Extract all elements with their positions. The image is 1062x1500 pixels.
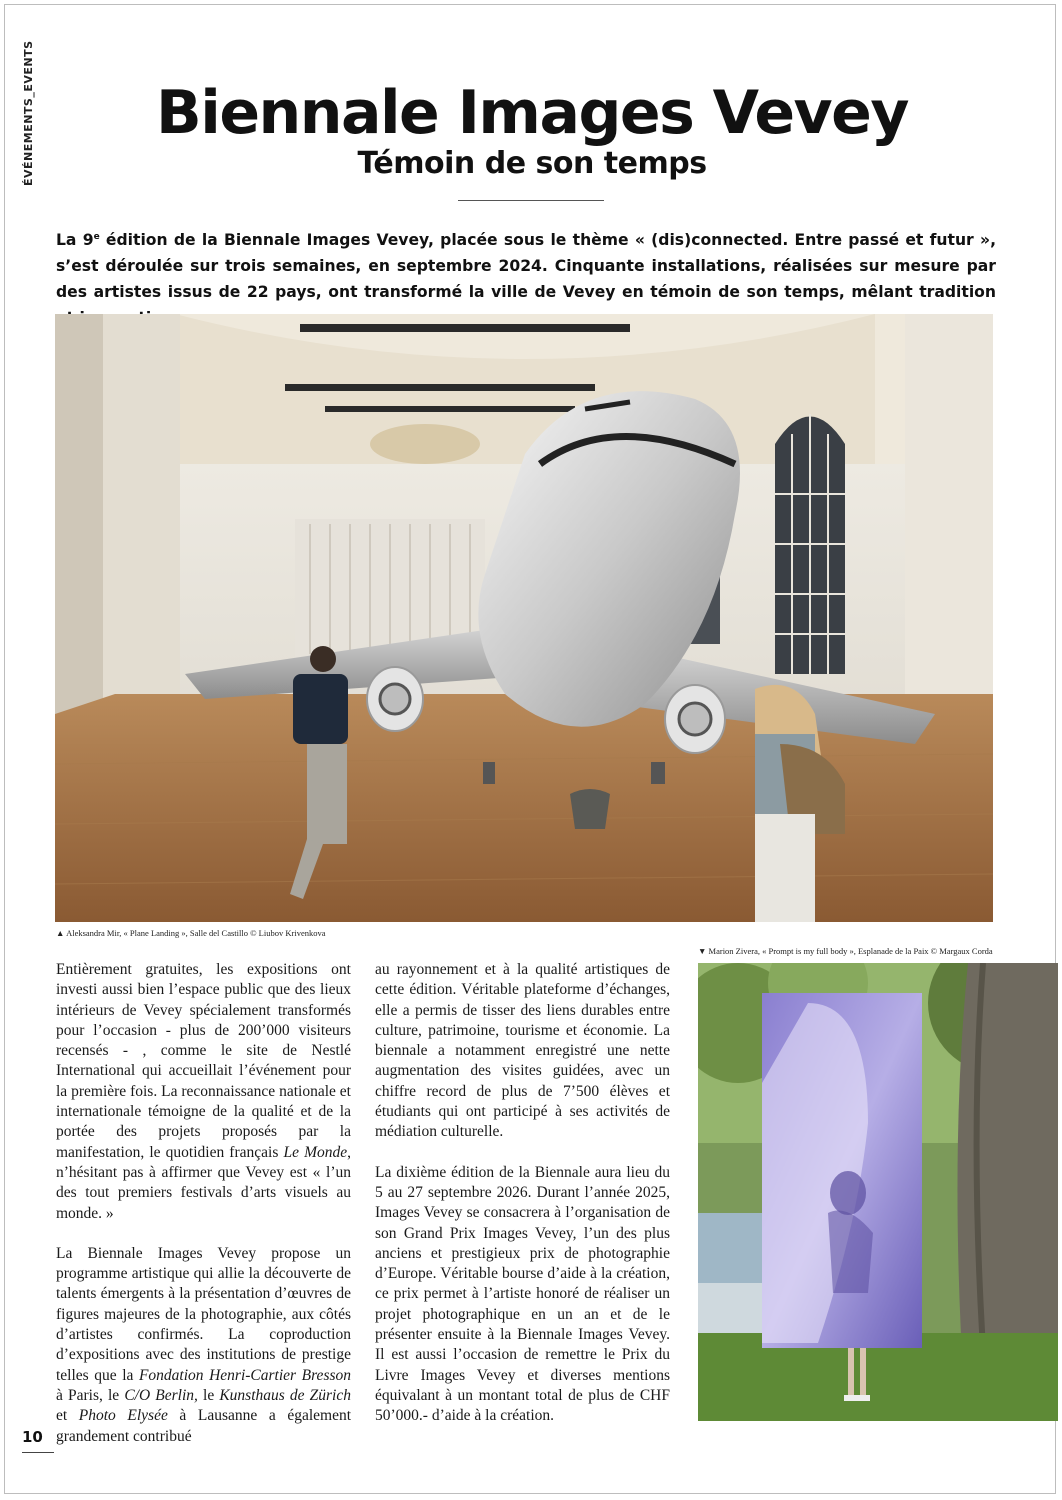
page-number-rule [22,1452,54,1453]
side-photo-caption: ▼ Marion Zivera, « Prompt is my full body », Esplanade de la Paix © Margaux Corda [698,946,993,956]
main-photo-caption: ▲ Aleksandra Mir, « Plane Landing », Salle del Castillo © Liubov Krivenkova [56,928,326,938]
lead-paragraph: La 9e édition de la Biennale Images Vevey, placée sous le thème « (dis)connected. Entre passé et futur », s’est déroulée sur trois semaines, en septembre 2024. Cinquante installations, réalisées sur mesure par des artistes issus de 22 pays, ont transformé la ville de Vevey en témoin de son temps, mêlant tradition [56,231,996,302]
paragraph: au rayonnement et à la qualité artistiques de cette édition. Véritable plateforme d’échanges, elle a permis de tisser des liens durables entre culture, patrimoine, tourisme et économie. La biennale a notamment enregistré une nette augmentation des visites guidées, avec un chiffre record de plus de 7’500 élèves et étudiants qui ont participé à ses activités de médiation culturelle. [375,961,670,1141]
title-divider [458,200,604,201]
paragraph: La Biennale Images Vevey propose un programme artistique qui allie la découverte de talents émergents à la présentation d’œuvres de figures majeures de la photographie, aux côtés d’artistes confirmés. La coproduction d’expositions avec des institutions de prestige telles que la Fondation Henri-Cartier Bresson à Paris, le C/O Berlin, le Kunsthaus de Zürich et Photo Elysée à Lausanne a également grandement contribué [56,1244,352,1445]
section-tag: ÉVÉNEMENTS_EVENTS [22,40,35,186]
side-photo-prompt-installation [698,963,1058,1421]
page-subtitle: Témoin de son temps [357,146,707,181]
page-number: 10 [22,1428,43,1446]
article-column-2 [375,960,670,1447]
paragraph: Entièrement gratuites, les expositions ont investi aussi bien l’espace public que des lieux intérieurs de Vevey spécialement transformés pour l’occasion - plus de 200’000 visiteurs recensés - , comme le site de Nestlé International qui accueillait l’événement pour la première fois. La reconnaissance nationale et internationale témoigne de la qualité et de la portée des projets proposés par la manifestation, le quotidien français Le Monde, n’hésitant pas à affirmer que Vevey est « l’un des tout premiers festivals d’arts visuels au monde. » [56,961,351,1222]
page-title: Biennale Images Vevey [156,78,908,148]
main-photo-plane-landing [55,314,993,922]
paragraph: La dixième édition de la Biennale aura lieu du 5 au 27 septembre 2026. Durant l’année 2025, Images Vevey se consacrera à l’organisation de son Grand Prix Images Vevey, l’un des plus anciens et prestigieux prix de photographie d’Europe. Véritable bourse d’aide à la création, ce prix permet à l’artiste honoré de réaliser un projet photographique en un an et de le présenter ensuite à la Biennale Images Vevey. Il est aussi l’occasion de remettre le Prix du Livre Images Vevey et diverses mentions équivalant à un montant total de plus de CHF 50’000.- d’aide à la création. [375,1163,670,1425]
article-column-1 [56,960,351,1467]
